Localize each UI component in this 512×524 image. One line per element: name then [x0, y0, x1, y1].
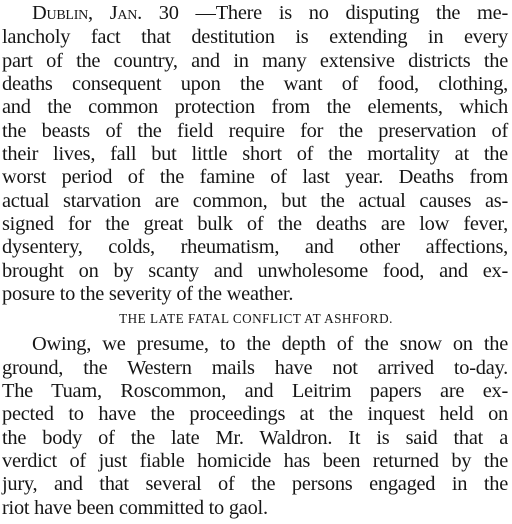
article-line: posure to the severity of the weather. — [2, 282, 294, 305]
article-line: pected to have the proceedings at the inquest held on — [2, 403, 508, 426]
article-line: lancholy fact that destitution is extending in every — [2, 26, 508, 49]
article-line: Owing, we presume, to the depth of the snow on the — [32, 333, 508, 356]
article-line: ground, the Western mails have not arrived to-day. — [2, 356, 508, 379]
article-line: their lives, fall but little short of the mortality at the — [2, 142, 508, 165]
article-line: signed for the great bulk of the deaths are low fever, — [2, 212, 508, 235]
article-line: worst period of the famine of last year. Deaths from — [2, 166, 508, 189]
article-line: the body of the late Mr. Waldron. It is said that a — [2, 426, 508, 449]
article-line: and the common protection from the elements, which — [2, 96, 508, 119]
article-line: jury, and that several of the persons engaged in the — [2, 473, 508, 496]
dateline: Dublin, Jan. 30 — [32, 1, 179, 24]
article-line: actual starvation are common, but the actual causes as- — [2, 189, 508, 212]
article-line: The Tuam, Roscommon, and Leitrim papers are ex- — [2, 379, 508, 402]
subheading: THE LATE FATAL CONFLICT AT ASHFORD. — [119, 310, 393, 326]
article-line: verdict of just fiable homicide has been returned by the — [2, 449, 508, 472]
article-line: Dublin, Jan. 30 —There is no disputing the me- — [32, 1, 509, 24]
article-line: dysentery, colds, rheumatism, and other affections, — [2, 236, 508, 259]
article-line: riot have been committed to gaol. — [2, 496, 268, 519]
article-line: deaths consequent upon the want of food, clothing, — [2, 72, 508, 95]
article-line: the beasts of the field require for the preservation of — [2, 119, 508, 142]
article-line: brought on by scanty and unwholesome food, and ex- — [2, 259, 508, 282]
article-line: part of the country, and in many extensive districts the — [2, 49, 508, 72]
